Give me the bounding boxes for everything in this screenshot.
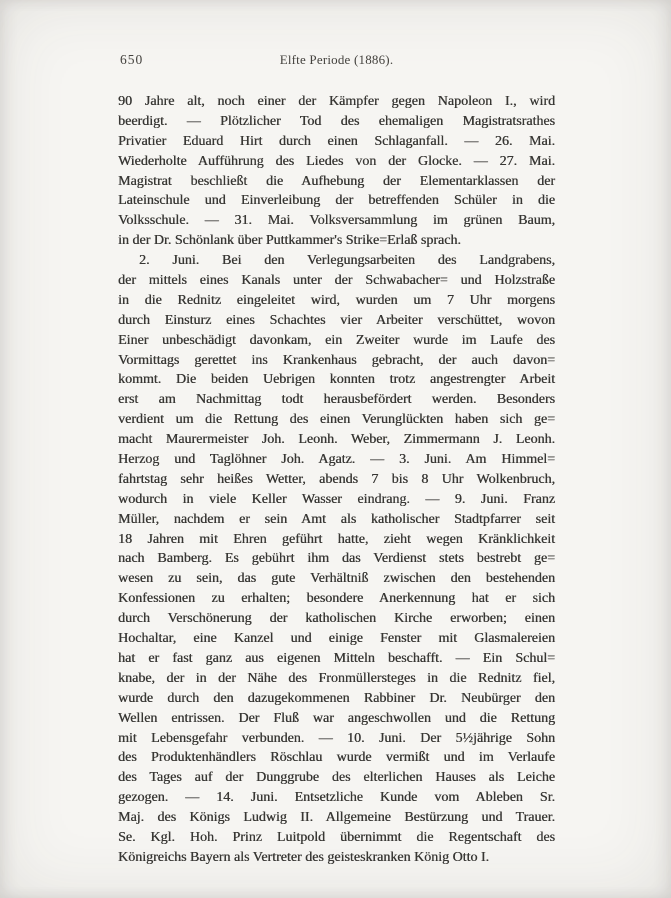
- text-line: Königreichs Bayern als Vertreter des geisteskranken König Otto I.: [118, 849, 490, 865]
- page-number: 650: [120, 52, 144, 67]
- text-line: Einer unbeschädigt davonkam, ein Zweiter wurde im Laufe des: [118, 332, 555, 348]
- text-line: beerdigt. — Plötzlicher Tod des ehemaligen Magistratsrathes: [118, 113, 555, 129]
- text-block: [118, 52, 555, 868]
- text-line: Wiederholte Aufführung des Liedes von der Glocke. — 27. Mai.: [118, 153, 555, 169]
- text-line: in der Dr. Schönlank über Puttkammer's Strike=Erlaß sprach.: [118, 233, 461, 249]
- text-line: gezogen. — 14. Juni. Entsetzliche Kunde vom Ableben Sr.: [118, 790, 555, 806]
- text-line: hat er fast ganz aus eigenen Mitteln beschafft. — Ein Schul=: [118, 650, 555, 666]
- text-line: mit Lebensgefahr verbunden. — 10. Juni. Der 5½jährige Sohn: [118, 730, 555, 746]
- text-line: 2. Juni. Bei den Verlegungsarbeiten des Landgrabens,: [139, 253, 555, 269]
- text-line: Magistrat beschließt die Aufhebung der Elementarklassen der: [118, 173, 555, 189]
- text-line: Volksschule. — 31. Mai. Volksversammlung im grünen Baum,: [118, 213, 555, 229]
- text-line: 18 Jahren mit Ehren geführt hatte, zieht wegen Kränklichkeit: [118, 531, 555, 547]
- text-line: kommt. Die beiden Uebrigen konnten trotz angestrengter Arbeit: [118, 372, 555, 388]
- running-header-title: Elfte Periode (1886).: [279, 52, 394, 67]
- text-line: Maj. des Königs Ludwig II. Allgemeine Bestürzung und Trauer.: [118, 810, 555, 826]
- page-body: [118, 92, 555, 868]
- text-line: in die Rednitz eingeleitet wird, wurden um 7 Uhr morgens: [118, 292, 555, 308]
- text-line: wurde durch den dazugekommenen Rabbiner Dr. Neubürger den: [118, 690, 555, 706]
- text-line: fahrtstag sehr heißes Wetter, abends 7 bis 8 Uhr Wolkenbruch,: [118, 471, 555, 487]
- text-line: nach Bamberg. Es gebührt ihm das Verdienst stets bestrebt ge=: [118, 551, 555, 567]
- text-line: durch Verschönerung der katholischen Kirche erworben; einen: [118, 611, 555, 627]
- text-line: durch Einsturz eines Schachtes vier Arbeiter verschüttet, wovon: [118, 312, 555, 328]
- text-line: knabe, der in der Nähe des Fronmüllersteges in die Rednitz fiel,: [118, 670, 555, 686]
- paragraph: [118, 251, 555, 868]
- text-line: Se. Kgl. Hoh. Prinz Luitpold übernimmt die Regentschaft des: [118, 829, 555, 845]
- text-line: wodurch in viele Keller Wasser eindrang. — 9. Juni. Franz: [118, 491, 555, 507]
- text-line: der mittels eines Kanals unter der Schwabacher= und Holzstraße: [118, 273, 555, 289]
- text-line: wesen zu sein, das gute Verhältniß zwischen den bestehenden: [118, 571, 555, 587]
- text-line: Privatier Eduard Hirt durch einen Schlaganfall. — 26. Mai.: [118, 133, 555, 149]
- text-line: verdient um die Rettung des einen Verunglückten haben sich ge=: [118, 412, 555, 428]
- text-line: des Tages auf der Dunggrube des elterlichen Hauses als Leiche: [118, 770, 555, 786]
- paragraph: [118, 92, 555, 251]
- text-line: Konfessionen zu erhalten; besondere Anerkennung hat er sich: [118, 591, 555, 607]
- text-line: Hochaltar, eine Kanzel und einige Fenster mit Glasmalereien: [118, 631, 555, 647]
- text-line: Herzog und Taglöhner Joh. Agatz. — 3. Juni. Am Himmel=: [118, 452, 555, 468]
- text-line: Wellen entrissen. Der Fluß war angeschwollen und die Rettung: [118, 710, 555, 726]
- text-line: Vormittags gerettet ins Krankenhaus gebracht, der auch davon=: [118, 352, 555, 368]
- text-line: 90 Jahre alt, noch einer der Kämpfer gegen Napoleon I., wird: [118, 94, 555, 109]
- page-header: [118, 52, 555, 69]
- text-line: erst am Nachmittag todt herausbefördert werden. Besonders: [118, 392, 555, 408]
- text-line: Müller, nachdem er sein Amt als katholischer Stadtpfarrer seit: [118, 511, 555, 527]
- text-line: Lateinschule und Einverleibung der betreffenden Schüler in die: [118, 193, 555, 209]
- text-line: macht Maurermeister Joh. Leonh. Weber, Zimmermann J. Leonh.: [118, 432, 555, 448]
- text-line: des Produktenhändlers Röschlau wurde vermißt und im Verlaufe: [118, 750, 555, 766]
